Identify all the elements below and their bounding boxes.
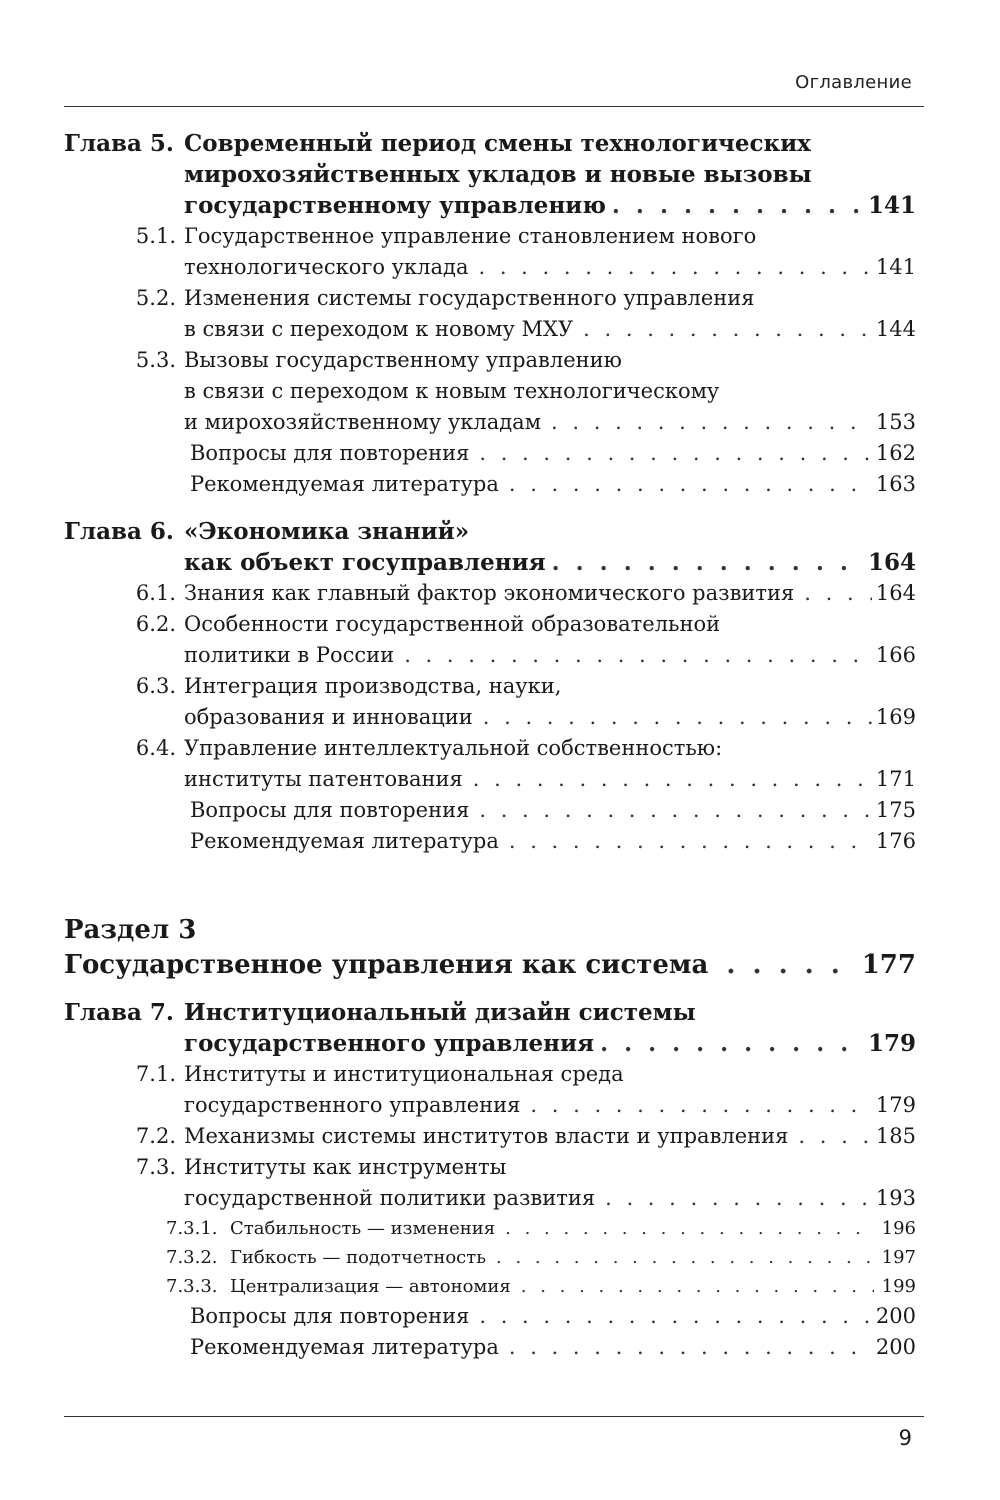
- dot-leader: [798, 1121, 872, 1152]
- toc-subsection-7-3-2[interactable]: [166, 1243, 916, 1272]
- dot-leader: [479, 1301, 872, 1332]
- questions-title: Вопросы для повторения: [190, 798, 470, 822]
- page-number: 144: [875, 317, 916, 341]
- chapter-label: Глава 6.: [64, 518, 174, 545]
- page-number: 196: [881, 1218, 916, 1239]
- toc-chapter-7[interactable]: [64, 997, 916, 1059]
- subsection-title: Гибкость — подотчетность: [230, 1247, 487, 1268]
- section-title-line: Управление интеллектуальной собственностью:: [184, 736, 723, 760]
- toc-literature[interactable]: [190, 826, 916, 857]
- section-title-line: в связи с переходом к новому МХУ: [184, 317, 574, 341]
- chapter-label: Глава 5.: [64, 130, 174, 157]
- part-label: Раздел 3: [64, 915, 197, 945]
- dot-leader: [583, 314, 872, 345]
- section-title-line: институты патентования: [184, 767, 463, 791]
- page-number: 166: [875, 643, 916, 667]
- dot-leader: [726, 947, 857, 983]
- dot-leader: [612, 190, 864, 221]
- chapter-title-line: Современный период смены технологических: [184, 130, 811, 157]
- toc-section-6-1[interactable]: [134, 578, 916, 609]
- page-number: 141: [867, 192, 916, 219]
- page-number: 164: [875, 581, 916, 605]
- literature-title: Рекомендуемая литература: [190, 1335, 499, 1359]
- page-number: 197: [881, 1247, 916, 1268]
- section-number: 6.2.: [135, 612, 176, 636]
- chapter-title-line: мирохозяйственных укладов и новые вызовы: [184, 161, 812, 188]
- running-head: Оглавление: [795, 72, 912, 93]
- dot-leader: [552, 547, 864, 578]
- page-number: 177: [861, 950, 916, 980]
- toc-chapter-5[interactable]: [64, 128, 916, 221]
- section-title-line: Вызовы государственному управлению: [184, 348, 622, 372]
- page-number: 171: [875, 767, 916, 791]
- section-number: 7.3.: [135, 1155, 176, 1179]
- section-number: 5.3.: [135, 348, 176, 372]
- chapter-title-line: «Экономика знаний»: [184, 518, 470, 545]
- toc-part-3[interactable]: [64, 913, 916, 983]
- section-title-line: Особенности государственной образовательной: [184, 612, 721, 636]
- chapter-label: Глава 7.: [64, 999, 174, 1026]
- page-number: 141: [875, 255, 916, 279]
- section-title-line: Механизмы системы институтов власти и управления: [184, 1124, 789, 1148]
- section-number: 5.1.: [135, 224, 176, 248]
- page-number: 179: [875, 1093, 916, 1117]
- section-title-line: Изменения системы государственного управления: [184, 286, 755, 310]
- toc-section-7-3[interactable]: [134, 1152, 916, 1214]
- page-number: 153: [875, 410, 916, 434]
- part-title: Государственное управления как система: [64, 950, 709, 980]
- page-number: 169: [875, 705, 916, 729]
- toc-section-6-4[interactable]: [134, 733, 916, 795]
- toc-section-7-2[interactable]: [134, 1121, 916, 1152]
- toc-literature[interactable]: [190, 469, 916, 500]
- page-number: 162: [875, 441, 916, 465]
- dot-leader: [804, 578, 872, 609]
- questions-title: Вопросы для повторения: [190, 1304, 470, 1328]
- chapter-title-line: как объект госуправления: [184, 549, 546, 576]
- dot-leader: [605, 1183, 872, 1214]
- page-number: 163: [875, 472, 916, 496]
- section-title-line: образования и инновации: [184, 705, 473, 729]
- chapter-title-line: Институциональный дизайн системы: [184, 999, 696, 1026]
- literature-title: Рекомендуемая литература: [190, 829, 499, 853]
- section-number: 6.4.: [135, 736, 176, 760]
- page-number: 200: [875, 1335, 916, 1359]
- section-title-line: политики в России: [184, 643, 395, 667]
- section-title-line: Интеграция производства, науки,: [184, 674, 562, 698]
- section-title-line: Знания как главный фактор экономического развития: [184, 581, 795, 605]
- toc-subsection-7-3-1[interactable]: [166, 1214, 916, 1243]
- section-title-line: Государственное управление становлением нового: [184, 224, 757, 248]
- toc-section-5-3[interactable]: [134, 345, 916, 438]
- dot-leader: [404, 640, 872, 671]
- toc-section-6-3[interactable]: [134, 671, 916, 733]
- subsection-title: Стабильность — изменения: [230, 1218, 496, 1239]
- dot-leader: [483, 702, 872, 733]
- literature-title: Рекомендуемая литература: [190, 472, 499, 496]
- section-number: 5.2.: [135, 286, 176, 310]
- dot-leader: [551, 407, 872, 438]
- subsection-title: Централизация — автономия: [230, 1276, 511, 1297]
- section-number: 6.3.: [135, 674, 176, 698]
- dot-leader: [479, 795, 872, 826]
- chapter-title-line: государственного управления: [184, 1030, 595, 1057]
- dot-leader: [600, 1028, 864, 1059]
- page-number-footer: 9: [898, 1426, 912, 1450]
- section-number: 7.1.: [135, 1062, 176, 1086]
- toc-subsection-7-3-3[interactable]: [166, 1272, 916, 1301]
- toc-chapter-6[interactable]: [64, 516, 916, 578]
- section-title-line: Институты как инструменты: [184, 1155, 507, 1179]
- toc-questions[interactable]: [190, 795, 916, 826]
- dot-leader: [509, 826, 872, 857]
- header-rule: [64, 106, 924, 107]
- table-of-contents: [64, 128, 916, 1363]
- dot-leader: [505, 1214, 874, 1243]
- toc-section-5-2[interactable]: [134, 283, 916, 345]
- subsection-number: 7.3.3.: [166, 1276, 218, 1297]
- questions-title: Вопросы для повторения: [190, 441, 470, 465]
- toc-section-7-1[interactable]: [134, 1059, 916, 1121]
- dot-leader: [478, 252, 871, 283]
- page-number: 164: [867, 549, 916, 576]
- dot-leader: [473, 764, 872, 795]
- section-title-line: в связи с переходом к новым технологическому: [184, 379, 720, 403]
- page-number: 199: [881, 1276, 916, 1297]
- toc-questions[interactable]: [190, 1301, 916, 1332]
- page-number: 176: [875, 829, 916, 853]
- dot-leader: [496, 1243, 874, 1272]
- section-title-line: государственной политики развития: [184, 1186, 596, 1210]
- subsection-number: 7.3.2.: [166, 1247, 218, 1268]
- dot-leader: [509, 469, 872, 500]
- section-title-line: технологического уклада: [184, 255, 469, 279]
- dot-leader: [521, 1272, 874, 1301]
- dot-leader: [530, 1090, 872, 1121]
- dot-leader: [479, 438, 872, 469]
- chapter-title-line: государственному управлению: [184, 192, 606, 219]
- section-number: 6.1.: [135, 581, 176, 605]
- toc-questions[interactable]: [190, 438, 916, 469]
- toc-section-6-2[interactable]: [134, 609, 916, 671]
- toc-section-5-1[interactable]: [134, 221, 916, 283]
- subsection-number: 7.3.1.: [166, 1218, 218, 1239]
- page-number: 175: [875, 798, 916, 822]
- toc-literature[interactable]: [190, 1332, 916, 1363]
- page-number: 200: [875, 1304, 916, 1328]
- section-title-line: и мирохозяйственному укладам: [184, 410, 542, 434]
- footer-rule: [64, 1416, 924, 1417]
- section-title-line: государственного управления: [184, 1093, 521, 1117]
- page-number: 185: [875, 1124, 916, 1148]
- section-title-line: Институты и институциональная среда: [184, 1062, 624, 1086]
- section-number: 7.2.: [135, 1124, 176, 1148]
- page-number: 179: [867, 1030, 916, 1057]
- dot-leader: [509, 1332, 872, 1363]
- page-number: 193: [875, 1186, 916, 1210]
